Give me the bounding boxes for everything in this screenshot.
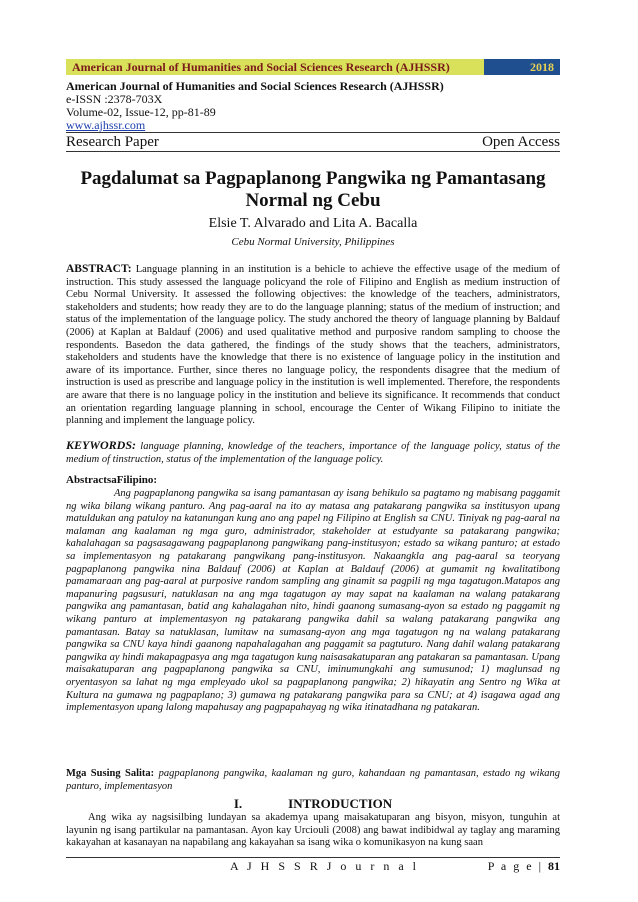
meta-volume: Volume-02, Issue-12, pp-81-89 — [66, 105, 216, 119]
paper-title — [66, 168, 560, 212]
introduction-text: Ang wika ay nagsisilbing lundayan sa akademya upang maisakatuparan ang bisyon, misyon, tunguhin at layunin ng isang partikular na pamantasan. Ayon kay Urciouli (2008) ang bawat indibidwal ay taglay ang maraming kakayahan at kasanayan na napabilang ang kakayahan sa isang wika o komunikasyon na kung saan — [66, 812, 560, 849]
section-heading-introduction — [66, 796, 560, 812]
paper-title-line1: Pagdalumat sa Pagpaplanong Pangwika ng Pamantasang — [80, 168, 546, 189]
meta-journal-title: American Journal of Humanities and Social Sciences Research (AJHSSR) — [66, 79, 444, 93]
journal-meta — [66, 80, 560, 132]
section-number: I. — [233, 796, 243, 811]
abstract-filipino-label: AbstractsaFilipino: — [66, 474, 158, 486]
meta-eissn: e-ISSN :2378-703X — [66, 92, 163, 106]
section-title: INTRODUCTION — [288, 796, 393, 811]
page-footer — [66, 857, 560, 874]
abstract-filipino — [66, 488, 560, 715]
keywords-text: language planning, knowledge of the teachers, importance of the language policy, status of the medium of tinstruction, status of the implementation of the language policy. — [66, 441, 561, 465]
susing-salita-label: Mga Susing Salita: — [66, 768, 155, 779]
footer-page — [488, 859, 560, 874]
banner-year: 2018 — [484, 59, 560, 75]
footer-journal: A J H S S R J o u r n a l — [230, 858, 420, 873]
paper-title-line2: Normal ng Cebu — [245, 190, 381, 211]
meta-website-link[interactable]: www.ajhssr.com — [66, 118, 146, 132]
journal-banner — [66, 59, 560, 75]
susing-salita — [66, 768, 560, 793]
abstract — [66, 263, 560, 428]
keywords-label: KEYWORDS: — [66, 438, 137, 452]
affiliation: Cebu Normal University, Philippines — [231, 236, 395, 248]
susing-salita-text: pagpaplanong pangwika, kaalaman ng guro, kahandaan ng pamantasan, estado ng wikang panturo, implementasyon — [66, 768, 561, 792]
footer-page-number: 81 — [548, 858, 560, 873]
abstract-text: Language planning in an institution is a behicle to achieve the effective usage of the medium of instruction. This study assessed the language policyand the role of Filipino and English as medium instruction of Cebu Normal University. It assessed the following objectives: the knowledge of the teachers, administrators, stakeholders and students; how ready they are to do the language planning; status of the medium of instruction; and status of the implementation of the language policy. The study anchored the theory of language planning by Baldauf (2006) at Kaplan at Baldauf (2006) and used qualitative method and purposive random sampling to choose the respondents. Basedon the data gathered, the findings of the study shows that the teachers, administrators, stakeholders and students have the knowledge that there is no existence of language policy in the institution and aware of its importance. Further, since theres no language policy, the respondents disagree that the medium of instruction is used as prescribe and language policy in the institution is well implemented. Therefore, the respondents are aware that there is no language policy in the institution and believe its significance. It recommends that conduct an orientation regarding language planning in school, encourage the Center of Wikang Filipino to initiate the planning and implement the language policy. — [66, 264, 561, 427]
footer-page-label: P a g e | — [487, 858, 543, 873]
keywords — [66, 439, 560, 466]
banner-journal-name: American Journal of Humanities and Social Sciences Research (AJHSSR) — [72, 59, 450, 74]
paper-type-bar — [66, 132, 560, 152]
introduction-paragraph — [66, 812, 560, 850]
abstract-label: ABSTRACT: — [66, 263, 132, 275]
research-paper-label: Research Paper — [66, 133, 159, 150]
abstract-filipino-text: Ang pagpaplanong pangwika sa isang pamantasan ay isang behikulo sa pagtamo ng mabisang paggamit ng wika bilang wikang panturo. Ang pag-aaral na ito ay matasa ang patakarang pangwika sa institusyon upang matuldukan ang patuloy na katanungan kung ano ang papel ng Filipino at English sa CNU. Tiniyak ng pag-aaral na malaman ang kaalaman ng mga guro, administrador, stakeholder at estudyante sa patakarang pangwika; kahalahagan sa pagsasagawang pagpaplanong pangwikang pang-institusyon; estado sa wikang panturo; at estado sa implementasyon ng patakarang pangwikang pang-institusyon. Nakaangkla ang pag-aaral sa teoryang pagpaplanong pangwika nina Baldauf (2006) at Kaplan at Baldauf (2006) at gumamit ng kwalitatibong pamamaraan ang pag-aaral at purposive random sampling ang ginamit sa pagpili ng mga tagatugon.Matapos ang mapanuring pagsusuri, natuklasan na ang mga tagatugon ay may sapat na kaalaman na walang patakarang pangwika ang pamantasan, batid ang kahalagahan nito, hindi gaanong sumasang-ayon sa estado ng paggamit ng wikang panturo at implementasyon ng patakarang pangwika dahil sa walang patakarang pangwika ang pamantasan. Batay sa natuklasan, lumitaw na sumasang-ayon ang mga tagatugon ng na walang patakarang pangwika sa CNU kaya hindi gaanong napahalagahan ang paggamit sa pagtuturo. Nang dahil walang patakarang pangwika ay hindi makapagpasya ang mga tagatugon kung naisasakatuparan ang patakaran sa pamantasan. Upang maisakatuparan ang pagpaplanong pangwika sa CNU, iminumungkahi ang sumusunod; 1) maglunsad ng oryentasyon sa lahat ng mga empleyado ukol sa pagpaplanong pangwika; 2) hikayatin ang Sentro ng Wika at Kultura na gumawa ng pagpaplano; 3) gumawa ng patakarang pangwika para sa CNU; at 4) isagawa agad ang implementasyon upang lalong mapahusay ang pagpapahayag ng wika itinatadhana ng patakaran. — [66, 488, 560, 714]
open-access-label: Open Access — [482, 133, 560, 150]
authors: Elsie T. Alvarado and Lita A. Bacalla — [208, 216, 418, 231]
